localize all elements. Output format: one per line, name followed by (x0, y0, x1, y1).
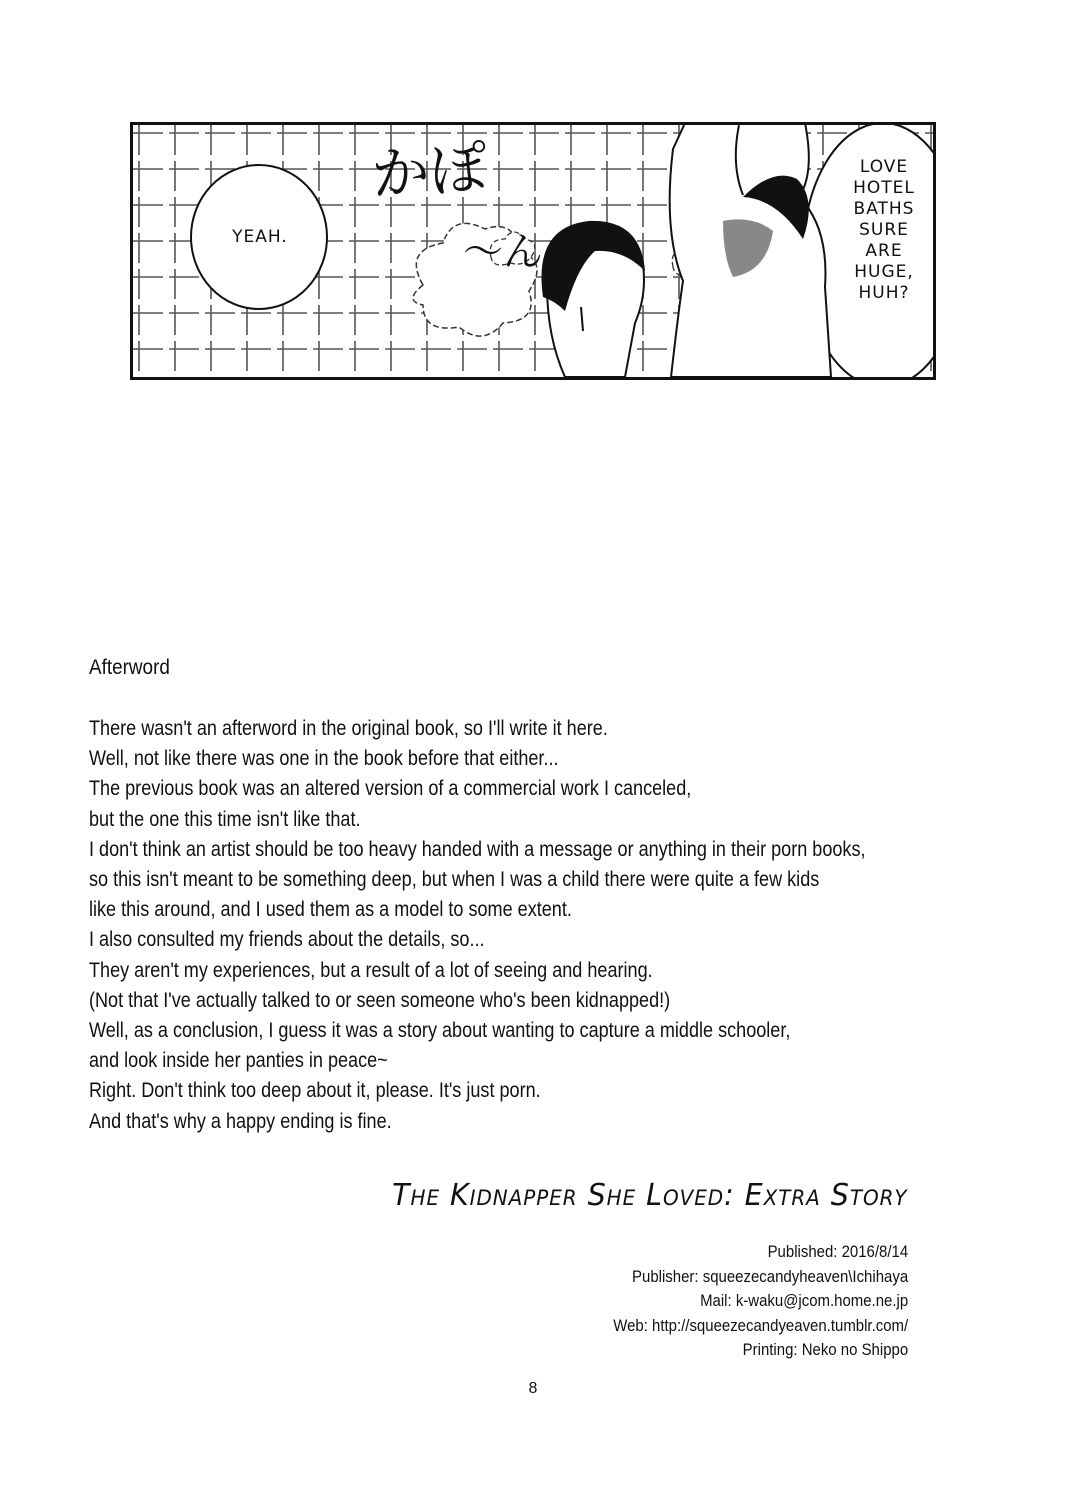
speech-bubble-right-text (839, 157, 929, 304)
afterword-line: I don't think an artist should be too heavy handed with a message or anything in their porn books, (89, 837, 866, 861)
speech-bubble-right-line: BATHS (853, 199, 915, 219)
book-title: The Kidnapper She Loved: Extra Story (392, 1178, 908, 1213)
speech-bubble-right-line: HOTEL (853, 178, 915, 198)
afterword-line: Well, not like there was one in the book before that either... (89, 747, 559, 771)
sound-effect: かぽ (369, 133, 490, 209)
speech-bubble-right-line: ARE (865, 241, 903, 261)
speech-bubble-right-line: LOVE (859, 157, 909, 177)
afterword-line: They aren't my experiences, but a result of a lot of seeing and hearing. (89, 958, 653, 982)
colophon-line: Web: http://squeezecandyeaven.tumblr.com/ (613, 1315, 908, 1335)
speech-bubble-right-line: HUGE, (854, 262, 914, 282)
afterword-line: I also consulted my friends about the details, so... (89, 928, 485, 952)
colophon (613, 1240, 908, 1363)
colophon-line: Publisher: squeezecandyheaven\Ichihaya (631, 1266, 908, 1286)
afterword-line: Well, as a conclusion, I guess it was a story about wanting to capture a middle schooler, (89, 1019, 791, 1043)
afterword-line: Right. Don't think too deep about it, please. It's just porn. (89, 1079, 541, 1103)
afterword-heading: Afterword (89, 656, 170, 679)
speech-bubble-right-line: HUH? (858, 283, 910, 303)
afterword-line: The previous book was an altered version of a commercial work I canceled, (89, 777, 692, 801)
colophon-line: Printing: Neko no Shippo (742, 1340, 908, 1359)
colophon-line: Published: 2016/8/14 (767, 1242, 908, 1261)
afterword-line: and look inside her panties in peace~ (89, 1049, 388, 1073)
afterword-line: (Not that I've actually talked to or seen someone who's been kidnapped!) (89, 988, 671, 1012)
afterword-line: like this around, and I used them as a model to some extent. (89, 898, 572, 922)
afterword-body (89, 714, 866, 1137)
speech-bubble-right-line: SURE (859, 220, 909, 240)
comic-panel (130, 122, 936, 380)
afterword-line: so this isn't meant to be something deep, but when I was a child there were quite a few kids (89, 868, 820, 892)
afterword-line: but the one this time isn't like that. (89, 807, 361, 831)
colophon-line: Mail: k-waku@jcom.home.ne.jp (699, 1291, 908, 1310)
afterword-line: There wasn't an afterword in the original book, so I'll write it here. (89, 717, 608, 740)
afterword-line: And that's why a happy ending is fine. (89, 1109, 392, 1133)
speech-bubble-left-text: YEAH. (232, 227, 288, 247)
sound-effect-tail: 〜ん (463, 229, 543, 275)
page-number: 8 (528, 1380, 538, 1397)
bath-scene-illustration (133, 125, 933, 377)
